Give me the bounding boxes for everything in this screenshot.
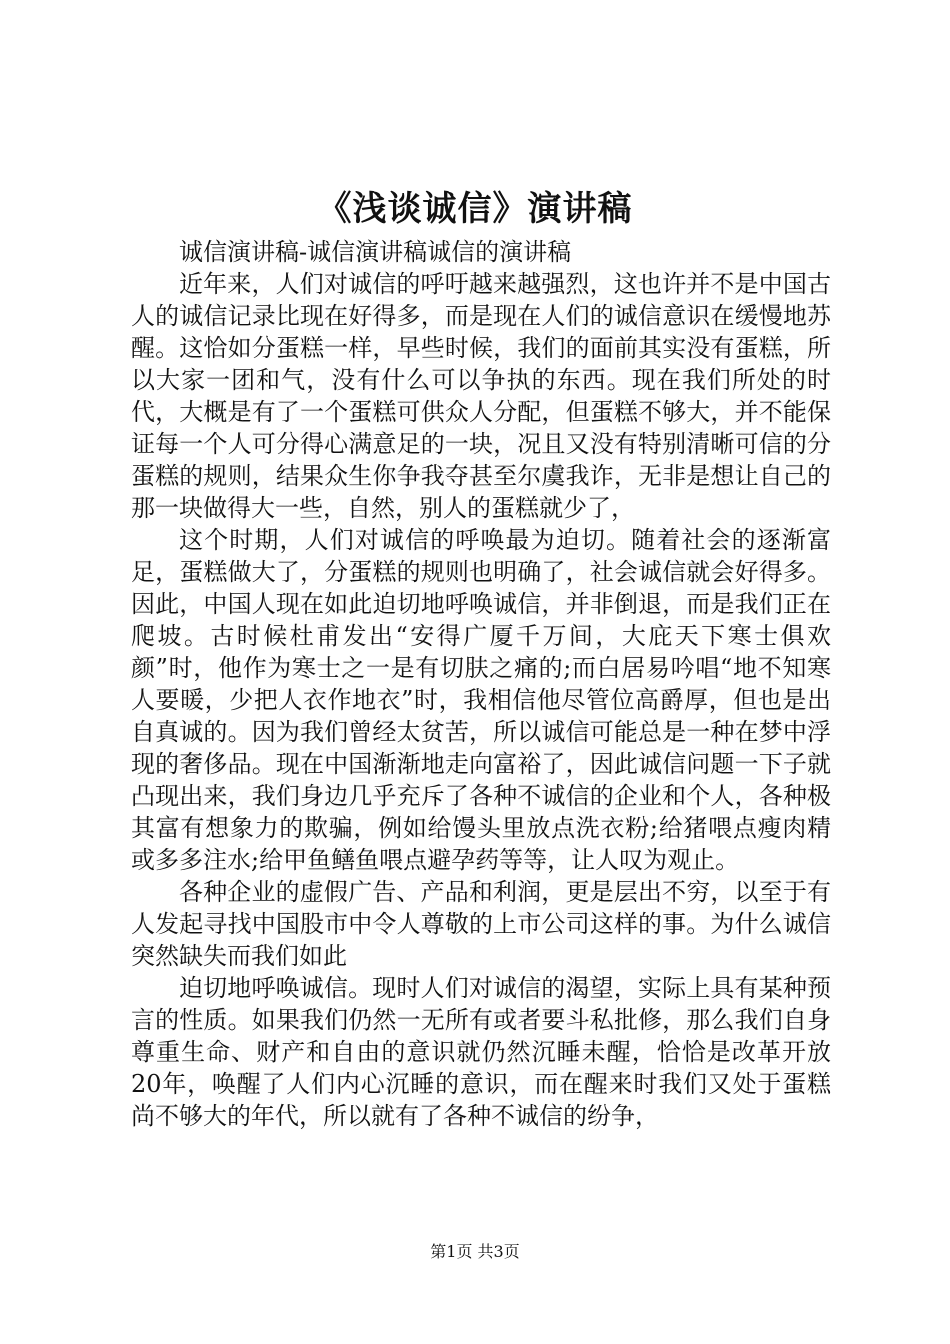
paragraph: 各种企业的虚假广告、产品和利润，更是层出不穷，以至于有人发起寻找中国股市中令人尊敬的上市公司这样的事。为什么诚信突然缺失而我们如此	[131, 878, 831, 970]
paragraph: 这个时期，人们对诚信的呼唤最为迫切。随着社会的逐渐富足，蛋糕做大了，分蛋糕的规则也明确了，社会诚信就会好得多。因此，中国人现在如此迫切地呼唤诚信，并非倒退，而是我们正在爬坡。古时候杜甫发出“安得广厦千万间，大庇天下寒士俱欢颜”时，他作为寒士之一是有切肤之痛的;而白居易吟唱“地不知寒人要暖，少把人衣作地衣”时，我相信他尽管位高爵厚，但也是出自真诚的。因为我们曾经太贫苦，所以诚信可能总是一种在梦中浮现的奢侈品。现在中国渐渐地走向富裕了，因此诚信问题一下子就凸现出来，我们身边几乎充斥了各种不诚信的企业和个人，各种极其富有想象力的欺骗，例如给馒头里放点洗衣粉;给猪喂点瘦肉精或多多注水;给甲鱼鳝鱼喂点避孕药等等，让人叹为观止。	[131, 526, 831, 874]
document-title: 《浅谈诚信》演讲稿	[317, 189, 633, 229]
paragraph: 近年来，人们对诚信的呼吁越来越强烈，这也许并不是中国古人的诚信记录比现在好得多，而是现在人们的诚信意识在缓慢地苏醒。这恰如分蛋糕一样，早些时候，我们的面前其实没有蛋糕，所以大家一团和气，没有什么可以争执的东西。现在我们所处的时代，大概是有了一个蛋糕可供众人分配，但蛋糕不够大，并不能保证每一个人可分得心满意足的一块，况且又没有特别清晰可信的分蛋糕的规则，结果众生你争我夺甚至尔虞我诈，无非是想让自己的那一块做得大一些，自然，别人的蛋糕就少了，	[131, 270, 831, 522]
document-subtitle: 诚信演讲稿-诚信演讲稿诚信的演讲稿	[179, 238, 572, 266]
page-footer: 第1页 共3页	[430, 1242, 520, 1261]
document-body	[131, 236, 831, 1132]
paragraph: 迫切地呼唤诚信。现时人们对诚信的渴望，实际上具有某种预言的性质。如果我们仍然一无所有或者要斗私批修，那么我们自身尊重生命、财产和自由的意识就仍然沉睡未醒，恰恰是改革开放20年，唤醒了人们内心沉睡的意识，而在醒来时我们又处于蛋糕尚不够大的年代，所以就有了各种不诚信的纷争，	[131, 974, 831, 1130]
